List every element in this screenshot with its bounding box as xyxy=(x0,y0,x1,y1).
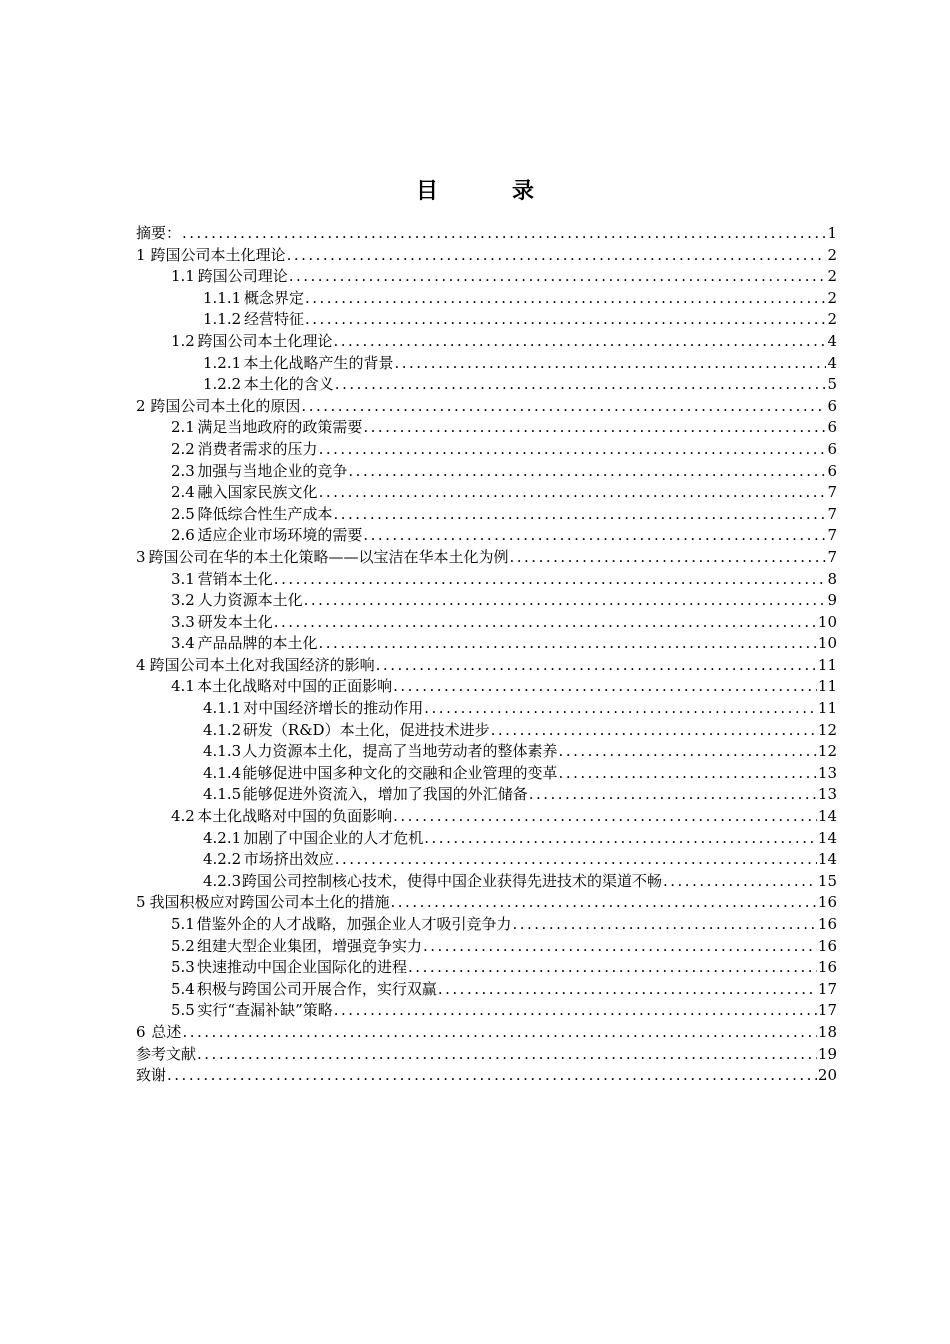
toc-entry-number: 4.2.3 xyxy=(203,871,242,890)
toc-entry-page: 11 xyxy=(817,699,837,718)
toc-dot-leader xyxy=(559,741,817,763)
toc-entry-page: 16 xyxy=(817,915,837,933)
toc-dot-leader xyxy=(335,849,817,871)
toc-entry[interactable] xyxy=(136,698,837,720)
toc-entry-page: 7 xyxy=(827,504,837,523)
toc-entry-page: 6 xyxy=(827,461,837,480)
toc-entry[interactable] xyxy=(136,871,837,893)
toc-entry-page: 14 xyxy=(817,828,837,847)
toc-entry-page: 9 xyxy=(827,591,837,610)
toc-dot-leader xyxy=(376,655,817,677)
toc-dot-leader xyxy=(197,1044,817,1066)
toc-entry-page: 14 xyxy=(817,807,837,826)
toc-dot-leader xyxy=(319,439,827,461)
toc-entry-number: 2.6 xyxy=(171,526,195,545)
toc-entry-page: 2 xyxy=(827,310,837,329)
toc-entry-title: 研发（R&D）本土化，促进技术进步 xyxy=(242,720,490,739)
toc-entry-number: 4.2.1 xyxy=(203,828,242,847)
toc-entry-number: 4.2.2 xyxy=(203,850,242,869)
toc-entry-title: 加剧了中国企业的人才危机 xyxy=(243,828,424,847)
table-of-contents xyxy=(136,223,837,1087)
toc-dot-leader xyxy=(512,914,816,936)
toc-entry-number: 5.1 xyxy=(171,915,195,933)
toc-entry-page: 19 xyxy=(817,1044,837,1063)
toc-entry-number: 2.1 xyxy=(171,418,195,437)
toc-entry-title: 参考文献 xyxy=(136,1044,197,1063)
toc-entry-page: 18 xyxy=(817,1022,837,1041)
toc-entry-number: 4.1.2 xyxy=(203,720,242,739)
toc-entry-page: 17 xyxy=(817,1001,837,1020)
toc-entry[interactable] xyxy=(136,828,837,850)
toc-entry[interactable] xyxy=(136,547,837,569)
toc-dot-leader xyxy=(438,979,817,1001)
toc-entry[interactable] xyxy=(136,461,837,483)
toc-dot-leader xyxy=(391,892,817,914)
toc-entry-title: 本土化的含义 xyxy=(243,375,334,394)
toc-entry[interactable] xyxy=(136,979,837,1001)
toc-entry-title: 跨国公司理论 xyxy=(197,267,288,286)
toc-entry-page: 10 xyxy=(817,634,837,653)
toc-entry[interactable] xyxy=(136,223,837,245)
toc-entry-number: 4.1.5 xyxy=(203,785,242,804)
toc-entry-page: 16 xyxy=(817,958,837,977)
toc-entry-title: 本土化战略对中国的负面影响 xyxy=(197,807,393,826)
toc-entry[interactable] xyxy=(136,741,837,763)
toc-dot-leader xyxy=(363,417,826,439)
toc-entry-number: 1.1 xyxy=(171,267,195,286)
toc-entry-number: 3.3 xyxy=(171,612,195,631)
toc-entry-page: 7 xyxy=(827,526,837,545)
toc-entry-title: 积极与跨国公司开展合作，实行双赢 xyxy=(196,979,437,998)
toc-entry-page: 11 xyxy=(817,677,837,696)
toc-dot-leader xyxy=(408,957,817,979)
toc-entry-title: 本土化战略对中国的正面影响 xyxy=(197,677,393,696)
toc-dot-leader xyxy=(529,784,817,806)
toc-entry-title: 本土化战略产生的背景 xyxy=(243,353,394,372)
toc-entry-page: 6 xyxy=(827,396,837,415)
toc-entry-page: 5 xyxy=(827,375,837,394)
toc-entry-title: 致谢 xyxy=(136,1066,167,1085)
toc-entry-title: 能够促进中国多种文化的交融和企业管理的变革 xyxy=(242,763,558,782)
toc-entry-number: 3.1 xyxy=(171,569,195,588)
toc-entry-title: 研发本土化 xyxy=(197,612,273,631)
toc-entry-number: 2.3 xyxy=(171,461,195,480)
toc-entry-page: 8 xyxy=(827,569,837,588)
toc-entry[interactable] xyxy=(136,720,837,742)
toc-entry-number: 5.2 xyxy=(171,936,195,955)
toc-entry-title: 我国积极应对跨国公司本土化的措施 xyxy=(149,893,390,912)
toc-entry-number: 4.1 xyxy=(171,677,195,696)
toc-entry[interactable] xyxy=(136,396,837,418)
toc-entry-page: 10 xyxy=(817,612,837,631)
toc-entry-page: 4 xyxy=(827,353,837,372)
toc-entry-page: 13 xyxy=(817,785,837,804)
toc-dot-leader xyxy=(182,223,826,245)
toc-entry[interactable] xyxy=(136,569,837,591)
toc-entry-number: 1.2.2 xyxy=(203,375,242,394)
toc-entry-number: 2.4 xyxy=(171,483,195,502)
toc-entry-page: 2 xyxy=(827,267,837,286)
toc-entry-title: 跨国公司本土化理论 xyxy=(150,245,286,264)
toc-dot-leader xyxy=(394,353,826,375)
toc-entry-page: 2 xyxy=(827,245,837,264)
toc-entry-title: 产品品牌的本土化 xyxy=(197,634,318,653)
toc-entry-title: 降低综合性生产成本 xyxy=(197,504,333,523)
toc-entry-title: 营销本土化 xyxy=(197,569,273,588)
toc-entry-title: 加强与当地企业的竞争 xyxy=(197,461,348,480)
toc-dot-leader xyxy=(363,525,826,547)
toc-entry-page: 2 xyxy=(827,288,837,307)
toc-entry-title: 借鉴外企的人才战略，加强企业人才吸引竞争力 xyxy=(196,915,512,933)
toc-entry[interactable] xyxy=(136,1044,837,1066)
page-title: 目 录 xyxy=(415,179,560,204)
toc-entry-number: 1.2 xyxy=(171,331,195,350)
toc-entry-number: 3.4 xyxy=(171,634,195,653)
toc-dot-leader xyxy=(333,331,826,353)
toc-entry-page: 16 xyxy=(817,893,837,912)
toc-entry[interactable] xyxy=(136,763,837,785)
toc-entry-page: 6 xyxy=(827,439,837,458)
toc-entry-title: 满足当地政府的政策需要 xyxy=(197,418,363,437)
toc-entry-number: 1 xyxy=(136,245,146,264)
toc-entry-page: 4 xyxy=(827,331,837,350)
toc-entry[interactable] xyxy=(136,590,837,612)
toc-entry-number: 4.1.1 xyxy=(203,699,242,718)
toc-entry-page: 16 xyxy=(817,936,837,955)
toc-entry-page: 12 xyxy=(817,720,837,739)
toc-entry[interactable] xyxy=(136,331,837,353)
toc-entry[interactable] xyxy=(136,957,837,979)
toc-entry-title: 适应企业市场环境的需要 xyxy=(197,526,363,545)
toc-entry-title: 市场挤出效应 xyxy=(243,850,334,869)
toc-entry[interactable] xyxy=(136,374,837,396)
toc-entry-page: 6 xyxy=(827,418,837,437)
toc-dot-leader xyxy=(423,936,817,958)
toc-entry[interactable] xyxy=(136,525,837,547)
toc-entry[interactable] xyxy=(136,439,837,461)
toc-entry-title: 实行“查漏补缺”策略 xyxy=(197,1001,333,1020)
toc-entry-number: 2.5 xyxy=(171,504,195,523)
toc-entry-title: 快速推动中国企业国际化的进程 xyxy=(197,958,408,977)
toc-entry-number: 1.1.2 xyxy=(203,310,242,329)
toc-entry-title: 跨国公司本土化的原因 xyxy=(150,396,301,415)
toc-dot-leader xyxy=(333,504,826,526)
toc-dot-leader xyxy=(424,698,817,720)
toc-entry-number: 4.1.4 xyxy=(203,763,242,782)
toc-entry[interactable] xyxy=(136,655,837,677)
toc-dot-leader xyxy=(287,245,827,267)
toc-entry[interactable] xyxy=(136,482,837,504)
toc-entry-title: 概念界定 xyxy=(243,288,304,307)
toc-dot-leader xyxy=(304,590,827,612)
toc-dot-leader xyxy=(274,569,827,591)
toc-entry-title: 跨国公司在华的本土化策略——以宝洁在华本土化为例 xyxy=(148,547,509,566)
toc-entry[interactable] xyxy=(136,1065,837,1087)
toc-entry-title: 能够促进外资流入，增加了我国的外汇储备 xyxy=(242,785,528,804)
toc-dot-leader xyxy=(559,763,817,785)
toc-entry-number: 6 xyxy=(136,1022,146,1041)
toc-entry[interactable] xyxy=(136,1022,837,1044)
toc-entry-number: 5.3 xyxy=(171,958,195,977)
toc-dot-leader xyxy=(319,633,817,655)
toc-dot-leader xyxy=(348,461,826,483)
toc-entry-page: 13 xyxy=(817,763,837,782)
toc-dot-leader xyxy=(305,309,827,331)
toc-entry-page: 1 xyxy=(827,224,837,242)
toc-entry-number: 5.4 xyxy=(171,979,195,998)
toc-entry[interactable] xyxy=(136,633,837,655)
toc-entry-page: 14 xyxy=(817,850,837,869)
toc-entry-title: 消费者需求的压力 xyxy=(197,439,318,458)
toc-entry-title: 对中国经济增长的推动作用 xyxy=(243,699,424,718)
toc-entry-page: 17 xyxy=(817,979,837,998)
toc-entry-number: 1.2.1 xyxy=(203,353,242,372)
toc-entry-title: 摘要： xyxy=(136,224,182,242)
toc-entry-page: 12 xyxy=(817,742,837,761)
toc-entry[interactable] xyxy=(136,353,837,375)
toc-entry[interactable] xyxy=(136,1000,837,1022)
toc-entry-number: 2.2 xyxy=(171,439,195,458)
toc-dot-leader xyxy=(491,720,817,742)
toc-entry-title: 跨国公司本土化理论 xyxy=(197,331,333,350)
toc-entry[interactable] xyxy=(136,914,837,936)
toc-entry-title: 组建大型企业集团，增强竞争实力 xyxy=(196,936,422,955)
toc-dot-leader xyxy=(393,806,817,828)
toc-entry[interactable] xyxy=(136,936,837,958)
toc-entry-title: 人力资源本土化，提高了当地劳动者的整体素养 xyxy=(242,742,558,761)
toc-entry-number: 3.2 xyxy=(171,591,195,610)
toc-entry-number: 1.1.1 xyxy=(203,288,242,307)
toc-entry[interactable] xyxy=(136,309,837,331)
toc-dot-leader xyxy=(289,266,827,288)
toc-entry-number: 5 xyxy=(136,893,146,912)
toc-entry[interactable] xyxy=(136,504,837,526)
toc-dot-leader xyxy=(319,482,827,504)
toc-entry-page: 7 xyxy=(827,547,837,566)
toc-dot-leader xyxy=(393,676,817,698)
toc-entry-page: 20 xyxy=(817,1066,837,1085)
toc-entry-page: 11 xyxy=(817,655,837,674)
toc-entry-number: 2 xyxy=(136,396,146,415)
toc-entry[interactable] xyxy=(136,676,837,698)
toc-entry-number: 5.5 xyxy=(171,1001,195,1020)
toc-dot-leader xyxy=(663,871,817,893)
toc-dot-leader xyxy=(305,288,827,310)
toc-entry-title: 跨国公司控制核心技术，使得中国企业获得先进技术的渠道不畅 xyxy=(241,871,662,890)
toc-entry-number: 3 xyxy=(136,547,146,566)
toc-dot-leader xyxy=(167,1065,817,1087)
toc-dot-leader xyxy=(510,547,827,569)
toc-entry-title: 跨国公司本土化对我国经济的影响 xyxy=(149,655,375,674)
toc-entry-title: 融入国家民族文化 xyxy=(197,483,318,502)
toc-entry[interactable] xyxy=(136,417,837,439)
toc-entry-number: 4.1.3 xyxy=(203,742,242,761)
toc-entry[interactable] xyxy=(136,849,837,871)
toc-dot-leader xyxy=(424,828,817,850)
toc-entry[interactable] xyxy=(136,612,837,634)
toc-entry[interactable] xyxy=(136,784,837,806)
toc-dot-leader xyxy=(301,396,826,418)
toc-entry-page: 7 xyxy=(827,483,837,502)
toc-entry-title: 经营特征 xyxy=(243,310,304,329)
toc-entry[interactable] xyxy=(136,266,837,288)
toc-dot-leader xyxy=(182,1022,816,1044)
toc-dot-leader xyxy=(335,374,827,396)
toc-dot-leader xyxy=(274,612,817,634)
toc-entry-title: 总述 xyxy=(151,1022,182,1041)
toc-entry-page: 15 xyxy=(817,871,837,890)
toc-entry-number: 4 xyxy=(136,655,146,674)
toc-entry-number: 4.2 xyxy=(171,807,195,826)
toc-entry[interactable] xyxy=(136,288,837,310)
toc-entry-title: 人力资源本土化 xyxy=(197,591,303,610)
toc-entry[interactable] xyxy=(136,892,837,914)
toc-entry[interactable] xyxy=(136,806,837,828)
toc-dot-leader xyxy=(334,1000,817,1022)
toc-entry[interactable] xyxy=(136,245,837,267)
